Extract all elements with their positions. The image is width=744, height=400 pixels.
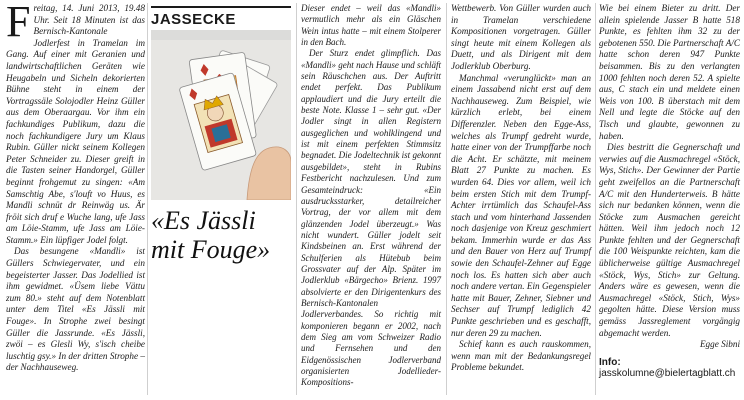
article-column-5 bbox=[599, 3, 740, 380]
paragraph: Manchmal «verunglückt» man an einem Jassabend nicht erst auf dem Nachhauseweg. Zum Beispiel, wie kürzlich erlebt, bei einem Differenzler. Neben den Egge-Ass, welches als Trumpf gedreht wurde, hatte einer von der Trumpffarbe noch die Acht. Er schätzte, mit meinem Blatt 27 Punkte zu machen. Es wurden 64. Dies vor allem, weil ich beim ersten Stich mit dem Trumpf-Achter irrtümlich das Schaufel-Ass stach und vom hinterhand Jassenden noch dasjenige von Kreuz geschmiert bekam. Immerhin wurde er das Ass und den Bauer von Herz auf Trumpf sowie den Schaufel-Zehner auf Egge noch los. Es hatten sich aber auch noch andere vertan. Ein Gegenspieler hatte mit Bauer, Zehner, Siebner und Sechser auf Trumpf lediglich 42 Punkte geschrieben und es geschafft, nur deren 29 zu machen. bbox=[451, 72, 591, 338]
lead-paragraph bbox=[6, 0, 145, 246]
contact-email-link[interactable]: jasskolumne@bielertagblatt.ch bbox=[599, 368, 736, 380]
rubric-label: JASSECKE bbox=[151, 6, 291, 28]
drop-cap: F bbox=[6, 0, 31, 46]
article-column-1 bbox=[6, 0, 145, 374]
paragraph-text: reitag, 14. Juni 2013, 19.48 Uhr. Seit 18 Minuten ist das Bernisch-Kantonale Jodlerfest in Tramelan im Gang. Auf einer mit Geranien und landwirtschaftlichen Geräten wie Heugabeln und Sicheln dekorierten Bühne steht in einem der Vortragssäle Solojodler Heinz Güller aus dem Oberaargau. Vor ihm ein fachkundiges Publikum, dazu die noch fachkundigere Jury um Klaus Rubin. Güller nickt seinem Kollegen Peter Schneider zu. Dieser greift in die Tasten seiner Handorgel, Güller beginnt frohgemut zu singen: «Am Samschtig Abe, s'louft vo Huus, es Mandli schnüt dr Reinwäg us. Är fröit sich druf e Wuche lang, ufe Jass am Löie-Stamm, ufe Jass am Löie-Stamm.» Ein lüpfiger Jodel folgt. bbox=[6, 3, 145, 245]
headline: «Es Jässli mit Fouge» bbox=[151, 206, 271, 264]
paragraph: Das besungene «Mandli» ist Güllers Schwiegervater, und ein begeisterter Jasser. Das Jodellied ist ihm gewidmet. «Üsem liebe Vättu zum 80.» steht auf dem Notenblatt unter dem Titel «Es Jässli mit Fouge». In Strophe zwei besingt Güller die Jassrunde. «Es Jässli, zwöi – es Glesli Wy, s'isch cheibe luschtig gsy.» In der dritten Strophe – der Nachhauseweg. bbox=[6, 246, 145, 373]
paragraph: Dies bestritt die Gegnerschaft und verwies auf die Ausmachregel «Stöck, Wys, Stich». Der Gewinner der Partie geht zweifellos an die Partnerschaft A/C mit den Hunderterweis. B hätte sich nur bedanken können, wenn die Stöcke zum Ausmachen gereicht hätten. Weil ihm jedoch noch 12 Punkte fehlten und der Gegnerschaft die 100 Weispunkte reichten, kam die üblicherweise gültige Ausmachregel «Stöck, Wys, Stich» zur Geltung. Anders wäre es gewesen, wenn die Ausmachregel «Stöck, Stich, Wys» gegolten hätte. Diese Version muss gemäss Jassreglement vorgängig abgemacht werden. bbox=[599, 142, 740, 338]
paragraph: Schief kann es auch rauskommen, wenn man mit der Bedankungsregel Probleme bekundet. bbox=[451, 339, 591, 373]
paragraph: Wettbewerb. Von Güller wurden auch in Tramelan verschiedene Kompositionen vorgetragen. Güller singt heute mit einem Kollegen als Duett, und als Dirigent mit dem Jodlerklub Oberburg. bbox=[451, 3, 591, 71]
author-signature: Egge Sibni bbox=[699, 339, 740, 350]
paragraph: Der Sturz endet glimpflich. Das «Mandli» geht nach Hause und schläft sein Räuschchen aus. Der Auftritt endet perfekt. Das Publikum applaudiert und die Jury erteilt die beste Note. Klasse 1 – sehr gut. «Der Jodler singt in allen Registern ausgeglichen und wohlklingend und ist mit einem perfekten Stimmsitz begnadet. Die Jodeltechnik ist gekonnt ausgebildet», steht in Rubins Festbericht nachzulesen. Und zum Gesamteindruck: «Ein ausdrucksstarker, detailreicher Vortrag, der vor allem mit dem glänzenden Jodel überzeugt.» Was nicht wundert. Güller jodelt seit Kindsbeinen an. Erst während der Schulferien als Hütebub beim Grossvater auf der Alp. Später im Jodlerklub «Bärgecho» Brienz. 1997 absolvierte er den Dirigentenkurs des Bernisch-Kantonalen Jodlerverbandes. So richtig mit komponieren begann er 2002, nach dem Sieg am vom Schweizer Radio und Fernsehen und den Eidgenössischen Jodlerverband organisierten Jodellieder-Kompositions- bbox=[301, 48, 441, 388]
column-rule bbox=[446, 3, 447, 395]
playing-cards-photo bbox=[151, 30, 291, 200]
column-rule bbox=[147, 3, 148, 395]
paragraph: Dieser endet – weil das «Mandli» vermutlich mehr als ein Gläschen Wein intus hatte – mit einem Stolperer in den Bach. bbox=[301, 3, 441, 48]
column-rule bbox=[296, 3, 297, 395]
paragraph: Wie bei einem Bieter zu dritt. Der allein spielende Jasser B hatte 518 Punkte, es fehlten ihm 32 zu der gebotenen 550. Die Partnerschaft A/C hatte schon deren 947 Punkte beisammen. Bis zu den verlangten 1000 fehlten noch deren 52. A spielte aus, C stach ein und meldete einen Weis von 100. B überstach mit dem Nell und legte die Stöcke auf den Tisch und glaubte, gewonnen zu haben. bbox=[599, 3, 740, 141]
article-column-4 bbox=[451, 3, 591, 374]
info-label: Info: bbox=[599, 356, 621, 368]
article-column-3 bbox=[301, 3, 441, 389]
cards-illustration bbox=[151, 30, 291, 200]
column-rule bbox=[595, 3, 596, 395]
